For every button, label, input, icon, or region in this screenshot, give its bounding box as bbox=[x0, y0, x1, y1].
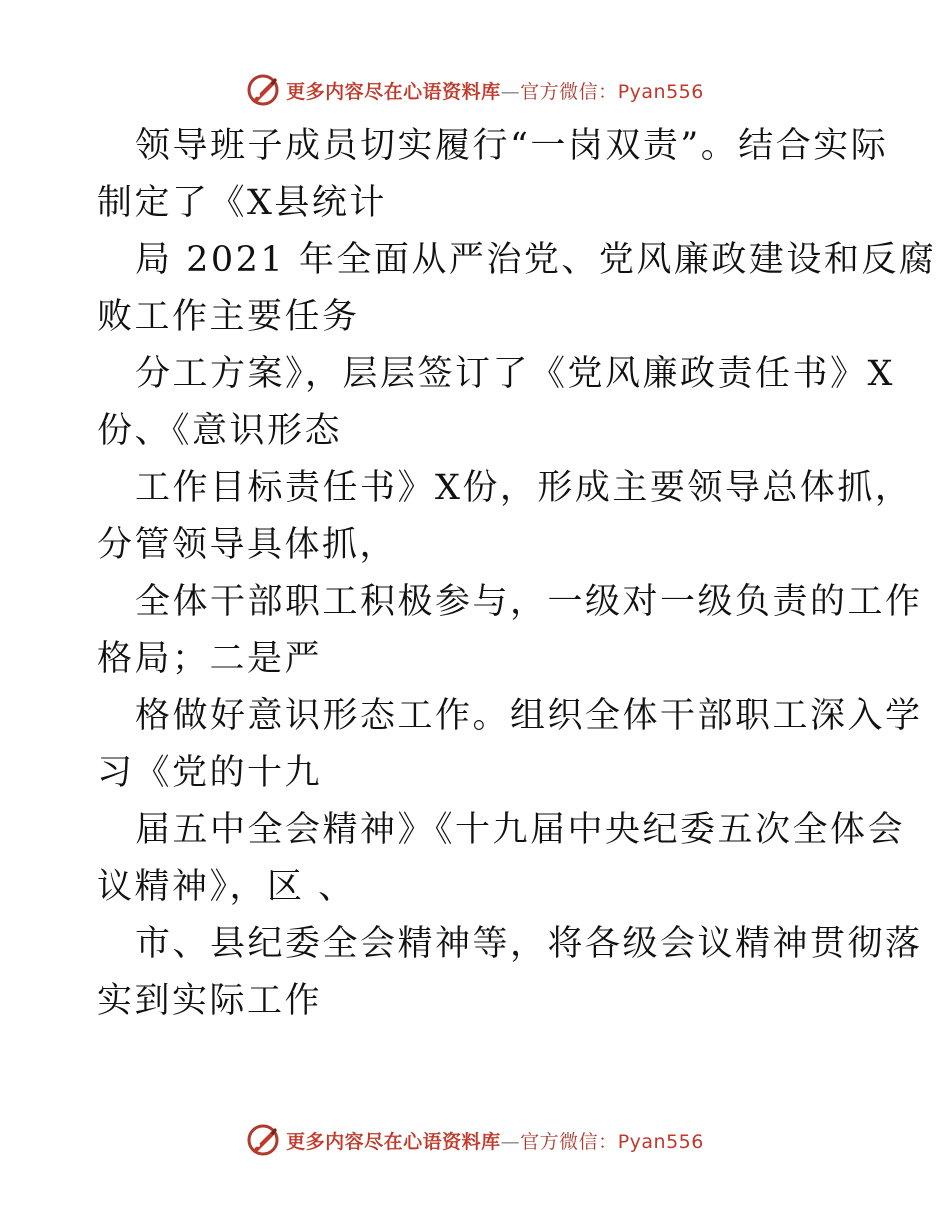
pen-logo-icon bbox=[246, 1123, 280, 1157]
body-line: 市、县纪委全会精神等，将各级会议精神贯彻落 bbox=[135, 924, 923, 964]
footer-banner-text bbox=[286, 1127, 704, 1154]
body-line: 议精神》，区 、 bbox=[97, 867, 356, 907]
banner-dash: — bbox=[500, 80, 521, 103]
banner-dash: — bbox=[500, 1130, 521, 1153]
body-line: 习《党的十九 bbox=[97, 753, 323, 793]
pen-logo-icon bbox=[246, 73, 280, 107]
body-line: 全体干部职工积极参与，一级对一级负责的工作 bbox=[135, 582, 923, 622]
body-line: 格做好意识形态工作。组织全体干部职工深入学 bbox=[135, 696, 923, 736]
body-line: 败工作主要任务 bbox=[97, 297, 360, 337]
banner-wechat-id: Pyan556 bbox=[617, 1130, 704, 1153]
footer-banner-inner bbox=[246, 1123, 704, 1157]
banner-wechat-id: Pyan556 bbox=[617, 80, 704, 103]
banner-main-text: 更多内容尽在心语资料库 bbox=[286, 80, 501, 103]
body-line: 制定了《X县统计 bbox=[97, 183, 387, 223]
body-line: 分工方案》，层层签订了《党风廉政责任书》X bbox=[135, 354, 895, 394]
banner-main-text: 更多内容尽在心语资料库 bbox=[286, 1130, 501, 1153]
body-line: 分管领导具体抓， bbox=[97, 525, 398, 565]
header-banner-inner bbox=[246, 73, 704, 107]
body-line: 领导班子成员切实履行“一岗双责”。结合实际 bbox=[135, 126, 889, 166]
banner-wechat-label: 官方微信： bbox=[520, 1130, 618, 1153]
body-line: 工作目标责任书》X份，形成主要领导总体抓， bbox=[135, 468, 913, 508]
document-body bbox=[97, 118, 937, 1030]
body-line: 实到实际工作 bbox=[97, 981, 323, 1021]
body-line: 份、《意识形态 bbox=[97, 411, 343, 451]
body-line: 局 2021 年全面从严治党、党风廉政建设和反腐 bbox=[135, 240, 937, 280]
footer-banner bbox=[0, 1120, 950, 1160]
header-banner-text bbox=[286, 77, 704, 104]
body-line: 届五中全会精神》《十九届中央纪委五次全体会 bbox=[135, 810, 906, 850]
body-line: 格局；二是严 bbox=[97, 639, 323, 679]
banner-wechat-label: 官方微信： bbox=[520, 80, 618, 103]
header-banner bbox=[0, 70, 950, 110]
